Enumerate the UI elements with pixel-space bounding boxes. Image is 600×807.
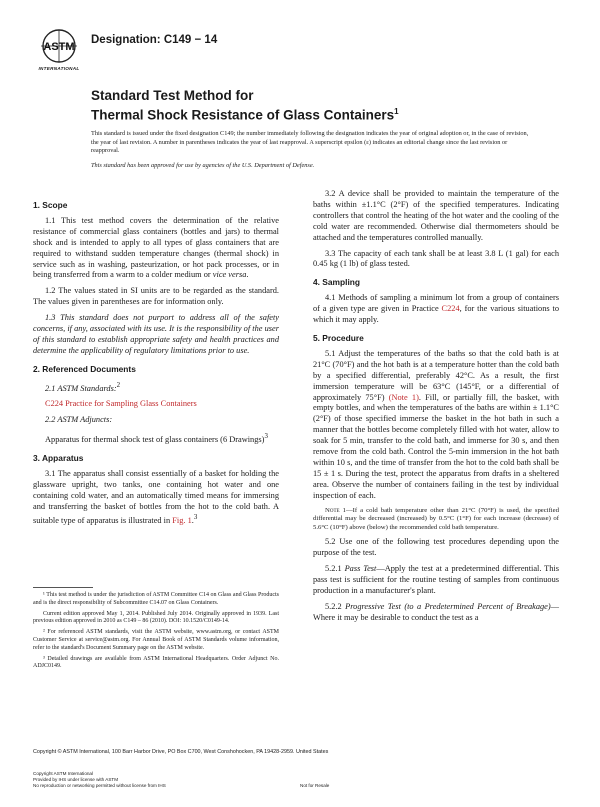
approval-note: This standard has been approved for use by agencies of the U.S. Department of Defense. — [91, 161, 315, 169]
page-title — [91, 88, 399, 124]
para-3-1-text: 3.1 The apparatus shall consist essentially of a basket for holding the glassware upright, two tanks, one containing hot water and one containing cold water, and an automatically timed means for immersing and transferring the basket of bottles from the hot to the cold bath. A suitable type of apparatus is illustrated in — [33, 468, 279, 526]
footnote-1b: Current edition approved May 1, 2014. Published July 2014. Originally approved in 1939. Last previous edition approved in 2010 as C149 – 86 (2010). DOI: 10.1520/C0149-14. — [33, 610, 279, 625]
para-3-2: 3.2 A device shall be provided to maintain the temperature of the baths within ±1.1°C (2°F) of the specified temperatures. Indicating controllers that control the heating of the hot water and the cooling of the cold water are recommended. Otherwise dial thermometers should be attached and the temperatures controlled manually. — [313, 189, 559, 242]
left-column — [33, 193, 279, 532]
designation: Designation: C149 − 14 — [91, 34, 218, 46]
logo-caption: INTERNATIONAL — [38, 66, 80, 71]
title-line-2-text: Thermal Shock Resistance of Glass Containers — [91, 107, 395, 123]
para-2-2 — [33, 415, 279, 426]
section-3-heading: 3. Apparatus — [33, 452, 84, 463]
license-line-2: Provided by IHS under license with ASTM — [33, 776, 119, 782]
license-line-1: Copyright ASTM International — [33, 771, 94, 776]
para-5-2-1: 5.2.1 Pass Test—Apply the test at a predetermined differential. This pass test is sufficient for the routine testing of samples from continuous production in a manufacturer's plant. — [313, 564, 559, 595]
para-2-1-sup: 2 — [116, 380, 121, 389]
para-1-1: 1.1 This test method covers the determination of the relative resistance of commercial glass containers (bottles and jars) to thermal shock and is intended to apply to all types of glass containers that are required to withstand sudden temperature changes (thermal shock) in service such as in washing, pasteurization, or hot pack processes, or in being transferred from a warm to a colder medium or vice versa. — [33, 215, 279, 280]
para-2-1 — [33, 380, 279, 395]
section-4-heading: 4. Sampling — [313, 277, 361, 288]
pass-test-head: Pass Test — [344, 564, 377, 574]
issuance-note: This standard is issued under the fixed designation C149; the number immediately following the designation indicates the year of original adoption or, in the case of revision, the year of last revision. A number in parentheses indicates the year of last reapproval. A superscript epsilon (ε) indicates an editorial change since the last revision or reapproval. — [91, 130, 529, 155]
para-5-1-a: 5.1 Adjust the temperatures of the baths so that the cold bath is at 21°C (70°F) and the hot bath is at a temperature hotter than the cold bath by a specified differential, preferably 42°C. As a result, the first immersion temperature will be 63°C (145°F, or a differential of approximately 75°F) — [313, 348, 559, 402]
footnotes — [33, 587, 279, 674]
para-1-2: 1.2 The values stated in SI units are to be regarded as the standard. The values given in parentheses are for information only. — [33, 286, 279, 307]
footnote-3: ³ Detailed drawings are available from ASTM International Headquarters. Order Adjunct No. ADJC0149. — [33, 655, 279, 670]
title-footnote-mark: 1 — [394, 107, 399, 116]
para-1-1-text: 1.1 This test method covers the determination of the relative resistance of commercial glass containers (bottles and jars) to thermal shock and is intended to apply to all types of glass containers that are required to withstand sudden temperature changes (thermal shock) in service such as in washing, pasteurization, or hot pack processes, or in being transferred from a warm to a colder medium or — [33, 215, 279, 280]
section-1-heading: 1. Scope — [33, 200, 68, 210]
adjunct-text: Apparatus for thermal shock test of glass containers (6 Drawings) — [45, 434, 265, 444]
para-1-3 — [33, 313, 279, 357]
pass-test-text: —Apply the test at a predetermined differential. This pass test is sufficient for the routine testing of samples from continuous production in a manufacturer's plant. — [313, 564, 559, 595]
para-4-1 — [313, 293, 559, 326]
progressive-test-text: —Where it may be desirable to conduct the test as a — [313, 601, 559, 622]
para-4-1-a: 4.1 Methods of sampling a minimum lot from a group of containers of a given type are given in Practice — [313, 293, 559, 314]
section-5-heading: 5. Procedure — [313, 332, 364, 343]
license-line-3: No reproduction or networking permitted without license from IHS — [33, 782, 166, 788]
note-1-text: —If a cold bath temperature other than 21°C (70°F) is used, the specified differential may be decreased (increased) by 0.5°C (1°F) for each increase (decrease) of 5.6°C (10°F) above (below) the recommended cold bath temperature. — [313, 506, 559, 531]
note-1-link[interactable]: (Note 1) — [388, 392, 419, 402]
title-line-2 — [91, 104, 399, 124]
fig-1-link[interactable]: Fig. 1 — [172, 516, 192, 526]
para-5-2-2: 5.2.2 Progressive Test (to a Predetermined Percent of Breakage)—Where it may be desirable to conduct the test as a — [313, 601, 559, 622]
para-2-2-text: 2.2 ASTM Adjuncts: — [45, 415, 113, 425]
intro — [91, 130, 531, 176]
title-line-1: Standard Test Method for — [91, 88, 254, 103]
resale-note: Not for Resale — [300, 783, 330, 788]
footnote-2: ² For referenced ASTM standards, visit the ASTM website, www.astm.org, or contact ASTM Customer Service at service@astm.org. For Annual Book of ASTM Standards volume information, refer to the standard's Document Summary page on the ASTM website. — [33, 629, 279, 651]
adjunct-sup: 3 — [264, 432, 268, 441]
right-column — [313, 189, 559, 629]
note-1 — [313, 507, 559, 533]
note-1-label: Note 1 — [325, 506, 346, 514]
para-3-3: 3.3 The capacity of each tank shall be at least 3.8 L (1 gal) for each 0.45 kg (1 lb) of glass tested. — [313, 248, 559, 269]
section-2-heading: 2. Referenced Documents — [33, 363, 136, 374]
c224-link[interactable]: C224 Practice for Sampling Glass Containers — [45, 399, 197, 409]
para-2-1-text: 2.1 ASTM Standards: — [45, 383, 117, 393]
c224-ref-link[interactable]: C224 — [441, 304, 460, 314]
license-block — [33, 771, 166, 788]
progressive-test-head: Progressive Test (to a Predetermined Percent of Breakage) — [345, 601, 551, 611]
svg-text:ASTM: ASTM — [43, 41, 75, 53]
vice-versa: vice versa — [212, 270, 247, 280]
para-4-1-b: , for the various situations to which it may apply. — [313, 304, 559, 325]
para-5-2: 5.2 Use one of the following test procedures depending upon the purpose of the test. — [313, 537, 559, 558]
footnote-1: ¹ This test method is under the jurisdiction of ASTM Committee C14 on Glass and Glass Products and is the direct responsibility of Subcommittee C14.07 on Glass Containers. — [33, 592, 279, 606]
copyright: Copyright © ASTM International, 100 Barr Harbor Drive, PO Box C700, West Conshohocken, PA 19428-2959. United States — [33, 749, 329, 755]
para-5-1-b: . Fill, or partially fill, the basket, with empty bottles, and when the temperatures of the baths are within ± 1.1°C (2°F) of those specified immerse the basket in the hot bath in such a manner that the bottles become completely filled with hot water, allow to soak for 5 min, transfer to the cold bath, and immerse for 30 s, and then remove from the cold bath. Control the 5-min immersion in the hot bath within 10 s, and the time of transfer from the hot to the cold bath shall be 15 ± 1 s. During the test, protect the apparatus from drafts in a sheltered area. Observe the number of containers failing in the test by individual inspection of each. — [313, 392, 559, 500]
para-3-1-sup: 3 — [193, 513, 198, 522]
adjunct-line — [33, 431, 279, 446]
para-3-1: 3.1 The apparatus shall consist essentially of a basket for holding the glassware upright, two tanks, one containing hot water and one containing cold water, and an automatically timed means for immersing and transferring the basket of bottles from the hot to the cold bath. A suitable type of apparatus is illustrated in Fig. 1.$^3$ — [33, 468, 279, 526]
para-5-1 — [313, 349, 559, 502]
para-1-3-text: 1.3 This standard does not purport to address all of the safety concerns, if any, associated with its use. It is the responsibility of the user of this standard to establish appropriate safety and health practices and determine the applicability of regulatory limitations prior to use. — [33, 313, 279, 355]
footnote-divider — [33, 587, 93, 588]
